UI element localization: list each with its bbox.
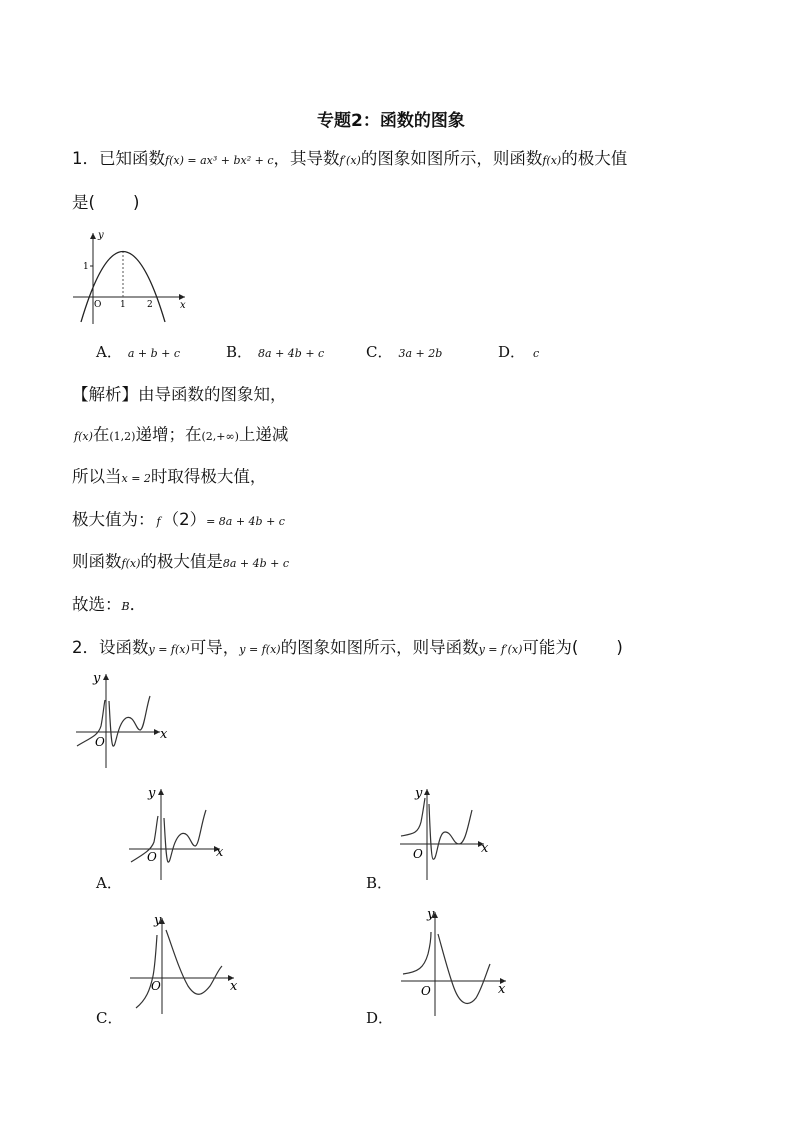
page-title: 专题2：函数的图象: [317, 111, 465, 131]
q2-math-2: y = f(x): [239, 643, 281, 656]
q1-text-2: ，其导数: [273, 149, 340, 168]
question-1-line-2: [72, 192, 139, 214]
question-2-line-1: [72, 637, 623, 661]
svg-text:y: y: [154, 913, 162, 928]
svg-text:x: x: [216, 845, 224, 860]
svg-text:y: y: [415, 786, 423, 801]
q1-option-c-value: 3a + 2b: [398, 347, 443, 360]
q1-graph-y-label: y: [98, 230, 104, 241]
analysis-l2-text-1: 在: [92, 425, 110, 444]
q1-line2-text: 是(: [72, 193, 95, 212]
q2-option-a-label[interactable]: A．: [96, 874, 122, 892]
analysis-l5-func: f(x): [121, 557, 141, 570]
q2-option-d-label[interactable]: D．: [366, 1009, 394, 1027]
q1-text-3: 的图象如图所示，则函数: [360, 149, 543, 168]
analysis-l6-text-1: 故选：: [72, 595, 122, 614]
analysis-l2-text-3: 上递减: [238, 425, 289, 444]
analysis-line-2: [74, 424, 288, 448]
analysis-line-1: [72, 384, 287, 406]
q1-option-b[interactable]: [226, 341, 324, 362]
analysis-l5-text-2: 的极大值是: [140, 552, 223, 571]
q1-text-1: 已知函数: [99, 149, 165, 168]
analysis-line-6: [72, 594, 146, 618]
svg-text:O: O: [151, 979, 161, 993]
q1-text-4: 的极大值: [561, 149, 628, 168]
q2-option-d-graph[interactable]: [398, 902, 513, 1020]
svg-text:x: x: [481, 841, 489, 856]
analysis-l5-text-1: 则函数: [72, 552, 122, 571]
q1-option-a[interactable]: [96, 341, 180, 362]
q2-text-4: 可能为(: [522, 638, 579, 657]
analysis-l4-text-2: （2）: [162, 510, 207, 529]
analysis-line-3: [72, 466, 266, 490]
q2-option-c-label[interactable]: C．: [96, 1009, 123, 1027]
q2-text-2: 可导，: [189, 638, 240, 657]
svg-text:y: y: [427, 907, 435, 922]
analysis-l2-func: f(x): [74, 430, 93, 443]
svg-text:x: x: [498, 982, 506, 997]
svg-text:x: x: [230, 979, 238, 994]
q1-graph-x-tick-1: 1: [120, 300, 126, 310]
q2-graph-y-label: y: [93, 671, 101, 686]
analysis-heading: 【解析】: [72, 385, 138, 404]
analysis-l3-text-1: 所以当: [72, 467, 122, 486]
q2-option-c-graph[interactable]: [126, 910, 241, 1018]
q2-graph-x-label: x: [160, 727, 168, 742]
q2-text-3: 的图象如图所示，则导函数: [280, 638, 479, 657]
q1-line2-end: ): [132, 193, 140, 212]
q2-function-graph: [72, 668, 177, 770]
q2-option-b-label[interactable]: B．: [366, 874, 393, 892]
question-1-number: 1．: [72, 149, 99, 168]
svg-text:O: O: [421, 984, 431, 998]
q1-graph-x-tick-2: 2: [147, 300, 153, 310]
analysis-l1-text: 由导函数的图象知，: [138, 385, 287, 404]
q2-text-1: 设函数: [99, 638, 149, 657]
q1-option-c[interactable]: [366, 341, 442, 362]
analysis-line-5: [72, 551, 289, 575]
svg-text:y: y: [148, 786, 156, 801]
analysis-l6-answer: B: [121, 600, 130, 613]
q1-derivative: f′(x): [339, 154, 361, 167]
svg-text:O: O: [413, 847, 423, 861]
q1-graph-y-tick-1: 1: [83, 262, 89, 272]
q1-option-a-label: A．: [96, 343, 122, 361]
q1-function: f(x): [542, 154, 562, 167]
analysis-line-4: [72, 509, 285, 533]
q1-graph-x-label: x: [180, 300, 186, 311]
q1-option-b-value: 8a + 4b + c: [258, 347, 325, 360]
q2-math-1: y = f(x): [148, 643, 190, 656]
q1-option-c-label: C．: [366, 343, 393, 361]
analysis-l2-text-2: 递增；在: [135, 425, 202, 444]
analysis-l4-text-1: 极大值为：: [72, 510, 155, 529]
q2-graph-origin: O: [95, 735, 105, 749]
analysis-l6-text-2: ．: [129, 595, 147, 614]
q2-option-b-graph[interactable]: [396, 782, 501, 882]
q1-derivative-graph: [70, 226, 195, 326]
q2-option-a-graph[interactable]: [126, 782, 231, 882]
q1-option-a-value: a + b + c: [127, 347, 181, 360]
analysis-l3-text-2: 时取得极大值，: [150, 467, 267, 486]
q1-graph-origin: O: [94, 300, 102, 310]
q1-option-d[interactable]: [498, 341, 539, 362]
analysis-l2-interval-1: (1,2): [109, 430, 136, 443]
question-2-number: 2．: [72, 638, 99, 657]
analysis-l5-value: 8a + 4b + c: [222, 557, 290, 570]
q1-function-formula: f(x) = ax³ + bx² + c: [165, 154, 274, 167]
q2-text-5: ): [616, 638, 623, 657]
analysis-l2-interval-2: (2,+∞): [201, 430, 239, 443]
analysis-l4-value: = 8a + 4b + c: [206, 515, 285, 528]
q1-option-d-value: c: [533, 347, 540, 360]
analysis-l3-math: x = 2: [121, 472, 151, 485]
q2-math-3: y = f′(x): [478, 643, 523, 656]
analysis-l4-func: f: [156, 515, 161, 528]
svg-text:O: O: [147, 850, 157, 864]
q1-option-d-label: D．: [498, 343, 526, 361]
question-1-line-1: [72, 148, 627, 172]
q1-option-b-label: B．: [226, 343, 253, 361]
